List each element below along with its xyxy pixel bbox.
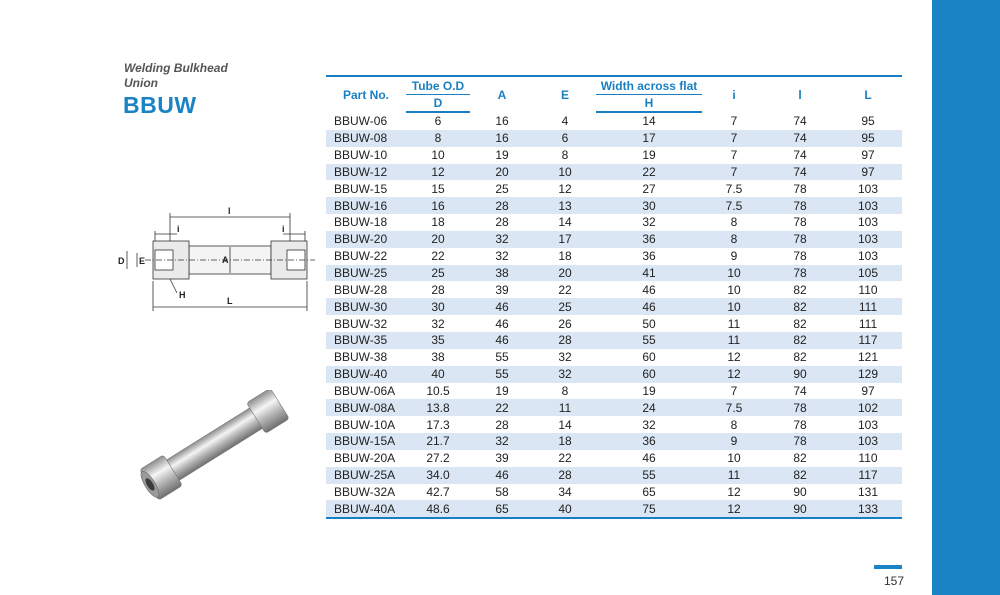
header-a: A — [470, 76, 534, 112]
cell-i: 8 — [730, 417, 738, 432]
cell-L-big: 103 — [834, 197, 902, 214]
cell-i: 7 — [730, 383, 738, 398]
header-i: i — [702, 76, 766, 112]
cell-d: 10 — [431, 148, 445, 163]
dim-label-e: E — [139, 256, 146, 266]
cell-i: 11 — [727, 316, 741, 331]
cell-l: 90 — [766, 500, 834, 518]
cell-part: BBUW-10 — [334, 148, 388, 163]
cell-e: 14 — [558, 417, 572, 432]
cell-h: 19 — [642, 383, 656, 398]
side-color-bar — [932, 0, 1000, 595]
cell-h: 27 — [642, 181, 656, 196]
cell-h: 55 — [596, 332, 702, 349]
cell-a: 22 — [470, 399, 534, 416]
table-header-row-1 — [326, 76, 902, 95]
cell-l: 78 — [793, 417, 807, 432]
product-code-title: BBUW — [123, 92, 197, 118]
cell-l: 82 — [766, 332, 834, 349]
cell-d: 28 — [431, 282, 445, 297]
cell-i: 7.5 — [702, 197, 766, 214]
cell-L-big: 117 — [834, 467, 902, 484]
cell-i: 7 — [702, 130, 766, 147]
cell-e: 22 — [558, 451, 572, 466]
cell-l: 78 — [766, 433, 834, 450]
cell-i: 7 — [702, 164, 766, 181]
cell-d: 27.2 — [426, 451, 450, 466]
header-l-big: L — [834, 76, 902, 112]
cell-a: 55 — [495, 350, 509, 365]
table-row — [326, 349, 902, 366]
cell-d: 20 — [406, 231, 470, 248]
cell-a: 58 — [495, 484, 509, 499]
cell-L-big: 110 — [858, 282, 878, 297]
cell-L-big: 131 — [857, 484, 879, 499]
cell-h: 46 — [642, 451, 656, 466]
page-number-mark — [874, 565, 902, 569]
cell-d: 13.8 — [406, 399, 470, 416]
cell-part: BBUW-06A — [334, 383, 396, 398]
cell-i: 9 — [702, 433, 766, 450]
cell-part: BBUW-25A — [326, 467, 406, 484]
cell-l: 78 — [766, 265, 834, 282]
cell-i: 12 — [727, 484, 741, 499]
page-number: 157 — [883, 574, 904, 588]
cell-L-big: 103 — [834, 231, 902, 248]
cell-part: BBUW-35 — [326, 332, 406, 349]
table-row — [326, 467, 902, 484]
cell-L-big: 103 — [857, 181, 879, 196]
cell-i: 9 — [730, 249, 738, 264]
header-width-across-flat: Width across flat — [596, 76, 702, 95]
dimension-table — [326, 75, 902, 519]
cell-a: 46 — [495, 316, 509, 331]
table-row — [326, 248, 902, 265]
cell-e: 4 — [561, 113, 569, 128]
cell-l: 82 — [766, 298, 834, 315]
cell-a: 46 — [470, 298, 534, 315]
cell-e: 11 — [534, 399, 596, 416]
dim-label-l-lower: L — [227, 296, 233, 306]
table-row — [326, 180, 902, 197]
cell-d: 16 — [406, 197, 470, 214]
cell-a: 16 — [470, 130, 534, 147]
cell-l: 90 — [793, 484, 807, 499]
cell-part: BBUW-32 — [334, 316, 388, 331]
table-row — [326, 147, 902, 164]
cell-e: 25 — [534, 298, 596, 315]
cell-L-big: 129 — [834, 366, 902, 383]
table-row — [326, 315, 902, 332]
cell-e: 14 — [558, 215, 572, 230]
cell-l: 78 — [793, 215, 807, 230]
cell-e: 10 — [534, 164, 596, 181]
cell-part: BBUW-06 — [334, 113, 388, 128]
cell-d: 34.0 — [406, 467, 470, 484]
cell-e: 8 — [561, 383, 569, 398]
product-photo — [130, 390, 300, 500]
cell-a: 19 — [495, 148, 509, 163]
cell-part: BBUW-32A — [334, 484, 396, 499]
cell-h: 24 — [596, 399, 702, 416]
table-row — [326, 500, 902, 518]
cell-part: BBUW-28 — [334, 282, 388, 297]
table-row — [326, 130, 902, 147]
cell-a: 39 — [495, 451, 509, 466]
cell-d: 10.5 — [426, 383, 450, 398]
cell-d: 30 — [406, 298, 470, 315]
cell-d: 6 — [434, 114, 442, 129]
cell-part: BBUW-38 — [334, 350, 388, 365]
cell-l: 90 — [766, 366, 834, 383]
cell-d: 48.6 — [406, 500, 470, 518]
cell-L-big: 103 — [834, 433, 902, 450]
cell-L-big: 95 — [834, 130, 902, 147]
header-tube-od: Tube O.D — [406, 76, 470, 95]
cell-d: 22 — [431, 249, 445, 264]
cell-l: 82 — [766, 467, 834, 484]
product-subtitle — [124, 61, 228, 91]
cell-l: 78 — [793, 181, 807, 196]
cell-L-big: 133 — [834, 500, 902, 518]
table-row — [326, 416, 902, 433]
cell-part: BBUW-40 — [326, 366, 406, 383]
cell-h: 75 — [596, 500, 702, 518]
cell-L-big: 95 — [861, 113, 875, 128]
cell-l: 78 — [766, 231, 834, 248]
cell-h: 36 — [596, 231, 702, 248]
cell-d: 40 — [406, 366, 470, 383]
cell-a: 46 — [470, 467, 534, 484]
cell-part: BBUW-15 — [334, 181, 388, 196]
dim-label-h: H — [179, 290, 186, 300]
table-row — [326, 265, 902, 282]
cell-part: BBUW-10A — [334, 417, 396, 432]
cell-h: 19 — [642, 148, 656, 163]
table-row — [326, 383, 902, 400]
cell-L-big: 103 — [857, 215, 879, 230]
cell-a: 32 — [470, 231, 534, 248]
cell-e: 6 — [534, 130, 596, 147]
dim-label-i-right: i — [282, 224, 285, 234]
cell-part: BBUW-08 — [326, 130, 406, 147]
cell-L-big: 103 — [857, 417, 879, 432]
cell-L-big: 105 — [834, 265, 902, 282]
cell-L-big: 121 — [857, 350, 879, 365]
cell-e: 32 — [558, 350, 572, 365]
cell-L-big: 111 — [858, 316, 878, 331]
cell-L-big: 97 — [861, 148, 875, 163]
cell-part: BBUW-20A — [334, 451, 396, 466]
cell-a: 19 — [495, 383, 509, 398]
cell-a: 46 — [470, 332, 534, 349]
header-l-small: l — [766, 76, 834, 112]
cell-a: 32 — [470, 433, 534, 450]
dim-label-d: D — [118, 256, 125, 266]
cell-h: 17 — [596, 130, 702, 147]
cell-h: 46 — [642, 282, 656, 297]
cell-l: 78 — [793, 249, 807, 264]
cell-e: 22 — [558, 282, 572, 297]
cell-a: 28 — [470, 197, 534, 214]
cell-a: 32 — [495, 249, 509, 264]
dim-label-l-upper: l — [228, 206, 231, 216]
table-row — [326, 433, 902, 450]
header-h: H — [596, 95, 702, 113]
cell-L-big: 117 — [834, 332, 902, 349]
cell-d: 12 — [406, 164, 470, 181]
cell-h: 46 — [596, 298, 702, 315]
cell-h: 60 — [596, 366, 702, 383]
cell-l: 78 — [766, 399, 834, 416]
cell-e: 34 — [558, 484, 572, 499]
cell-e: 17 — [534, 231, 596, 248]
cell-a: 28 — [495, 417, 509, 432]
table-row — [326, 298, 902, 315]
cell-h: 55 — [596, 467, 702, 484]
cell-L-big: 102 — [834, 399, 902, 416]
cell-L-big: 110 — [858, 451, 878, 466]
cell-part: BBUW-08A — [326, 399, 406, 416]
cell-i: 8 — [702, 231, 766, 248]
table-row — [326, 112, 902, 130]
cell-l: 74 — [793, 148, 807, 163]
cell-h: 60 — [642, 350, 656, 365]
cell-e: 40 — [534, 500, 596, 518]
cell-h: 30 — [596, 197, 702, 214]
cell-i: 12 — [702, 366, 766, 383]
cell-part: BBUW-40A — [326, 500, 406, 518]
cell-a: 28 — [495, 215, 509, 230]
cell-l: 82 — [793, 350, 807, 365]
cell-e: 8 — [561, 148, 569, 163]
header-d: D — [406, 95, 470, 113]
cell-a: 38 — [470, 265, 534, 282]
table-row — [326, 366, 902, 383]
table-row — [326, 197, 902, 214]
table-row — [326, 214, 902, 231]
table-row — [326, 231, 902, 248]
table-row — [326, 484, 902, 501]
cell-a: 25 — [495, 181, 509, 196]
table-row — [326, 450, 902, 467]
cell-i: 7.5 — [702, 399, 766, 416]
cell-l: 82 — [793, 316, 807, 331]
cell-e: 13 — [534, 197, 596, 214]
cell-d: 35 — [406, 332, 470, 349]
cell-d: 25 — [406, 265, 470, 282]
cell-i: 10 — [702, 298, 766, 315]
cell-d: 38 — [431, 350, 445, 365]
cell-part: BBUW-30 — [326, 298, 406, 315]
cell-i: 10 — [727, 451, 741, 466]
header-e: E — [534, 76, 596, 112]
table-body — [326, 112, 902, 518]
cell-d: 15 — [431, 181, 445, 196]
table-row — [326, 164, 902, 181]
cell-e: 28 — [534, 467, 596, 484]
table-row — [326, 281, 902, 298]
cell-l: 82 — [793, 451, 807, 466]
cell-i: 7 — [730, 113, 738, 128]
cell-l: 78 — [766, 197, 834, 214]
cell-h: 36 — [642, 249, 656, 264]
cell-l: 74 — [766, 164, 834, 181]
cell-i: 11 — [702, 332, 766, 349]
cell-h: 36 — [596, 433, 702, 450]
cell-h: 32 — [642, 417, 656, 432]
cell-e: 12 — [558, 181, 572, 196]
cell-i: 7.5 — [725, 181, 743, 196]
cell-d: 21.7 — [406, 433, 470, 450]
header-part-no: Part No. — [326, 76, 406, 112]
cell-part: BBUW-18 — [334, 215, 388, 230]
cell-part: BBUW-16 — [326, 197, 406, 214]
cell-L-big: 97 — [861, 383, 875, 398]
cell-a: 39 — [495, 282, 509, 297]
cell-l: 74 — [793, 383, 807, 398]
cell-L-big: 103 — [857, 249, 879, 264]
cell-part: BBUW-20 — [326, 231, 406, 248]
cell-d: 17.3 — [426, 417, 450, 432]
cell-i: 10 — [702, 265, 766, 282]
table-row — [326, 332, 902, 349]
cell-e: 18 — [534, 433, 596, 450]
cell-l: 82 — [793, 282, 807, 297]
dim-label-a: A — [222, 255, 229, 265]
cell-i: 7 — [730, 148, 738, 163]
cell-a: 65 — [470, 500, 534, 518]
cell-i: 8 — [730, 215, 738, 230]
cell-L-big: 111 — [834, 298, 902, 315]
dimension-drawing — [115, 203, 315, 318]
cell-d: 32 — [431, 316, 445, 331]
cell-h: 50 — [642, 316, 656, 331]
cell-h: 22 — [596, 164, 702, 181]
cell-part: BBUW-25 — [326, 265, 406, 282]
cell-e: 20 — [534, 265, 596, 282]
cell-a: 55 — [470, 366, 534, 383]
cell-i: 11 — [702, 467, 766, 484]
cell-L-big: 97 — [834, 164, 902, 181]
dim-label-i-left: i — [177, 224, 180, 234]
cell-i: 12 — [702, 500, 766, 518]
cell-d: 8 — [406, 130, 470, 147]
cell-i: 12 — [727, 350, 741, 365]
cell-e: 28 — [534, 332, 596, 349]
cell-a: 20 — [470, 164, 534, 181]
table-row — [326, 399, 902, 416]
cell-d: 42.7 — [426, 484, 450, 499]
cell-part: BBUW-12 — [326, 164, 406, 181]
cell-a: 16 — [495, 113, 509, 128]
cell-h: 32 — [642, 215, 656, 230]
subtitle-line-1: Welding Bulkhead — [124, 61, 228, 75]
cell-h: 65 — [642, 484, 656, 499]
cell-e: 32 — [534, 366, 596, 383]
cell-e: 26 — [558, 316, 572, 331]
cell-l: 74 — [766, 130, 834, 147]
cell-i: 10 — [727, 282, 741, 297]
cell-e: 18 — [558, 249, 572, 264]
cell-h: 14 — [642, 114, 656, 129]
cell-h: 41 — [596, 265, 702, 282]
subtitle-line-2: Union — [124, 76, 158, 90]
cell-l: 74 — [793, 113, 807, 128]
cell-part: BBUW-22 — [334, 249, 388, 264]
cell-d: 18 — [431, 215, 445, 230]
cell-part: BBUW-15A — [326, 433, 406, 450]
